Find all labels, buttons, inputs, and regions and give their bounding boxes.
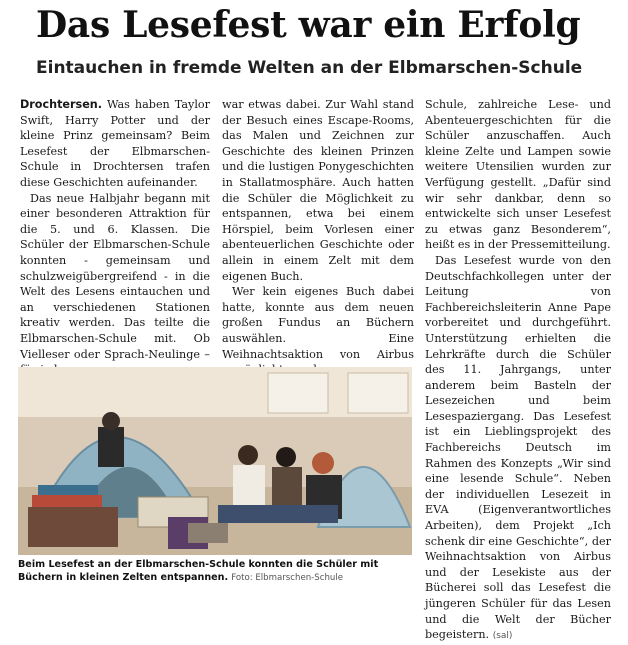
article-photo xyxy=(18,367,412,555)
dateline: Drochtersen. xyxy=(20,98,102,111)
subheadline: Eintauchen in fremde Welten an der Elbmarschen-Schule xyxy=(36,58,583,78)
paragraph-text: Das Lesefest wurde von den Deutschfachkollegen unter der Leitung von Fachbereichsleiterin Anne Pape vorbereitet und durchgeführt. Unterstützung erhielten die Lehrkräfte durch die Schüler des 11. Jahrgangs, unter anderem beim Basteln der Lesezeichen und beim Lesespaziergang. Das Lesefest ist ein Lieblingsprojekt des Fachbereichs Deutsch im Rahmen des Konzepts „Wir sind eine lesende Schule“. Neben der individuellen Lesezeit in EVA (Eigenverantwortliches Arbeiten), dem Projekt „Ich schenk dir eine Geschichte“, der Weihnachtsaktion von Airbus und der Lesekiste aus der Bücherei soll das Lesefest die jüngeren Schüler für das Lesen und die Welt der Bücher begeistern. xyxy=(425,253,611,642)
article-column-1 xyxy=(20,97,210,378)
paragraph: war etwas dabei. Zur Wahl stand der Besuch eines Escape-Rooms, das Malen und Zeichnen zur Geschichte des kleinen Prinzen und die lustigen Ponygeschichten in Stallatmosphäre. Auch hatten die Schüler die Möglichkeit zu entspannen, etwa bei einem Hörspiel, beim Vorlesen einer abenteuerlichen Geschichte oder allein in einem Zelt mit dem eigenen Buch. xyxy=(222,98,414,283)
author-signature: (sal) xyxy=(492,631,513,642)
photo-illustration xyxy=(18,367,412,555)
article-column-2 xyxy=(222,97,414,378)
photo-caption xyxy=(18,558,412,585)
paragraph-text: Was haben Taylor Swift, Harry Potter und der kleine Prinz gemeinsam? Beim Lesefest der Elbmarschen-Schule in Drochtersen trafen diese Geschichten aufeinander. xyxy=(20,98,210,189)
photo-credit: Foto: Elbmarschen-Schule xyxy=(231,573,344,583)
paragraph: Schule, zahlreiche Lese- und Abenteuergeschichten für die Schüler anzuschaffen. Auch kleine Zelte und Lampen sowie weitere Utensilien wurden zur Verfügung gestellt. „Dafür sind wir sehr dankbar, denn so entwickelte sich unser Lesefest zu etwas ganz Besonderem“, heißt es in der Pressemitteilung. xyxy=(425,98,611,252)
paragraph xyxy=(425,253,611,645)
paragraph: Das neue Halbjahr begann mit einer besonderen Attraktion für die 5. und 6. Klassen. Die Schüler der Elbmarschen-Schule konnten - gemeinsam und schulzweigübergreifend - in die Welt des Lesens eintauchen und an verschiedenen Stationen kreativ werden. Das teilte die Elbmarschen-Schule mit. Ob Vielleser oder Sprach-Neulinge – xyxy=(20,191,210,361)
paragraph xyxy=(20,97,210,191)
headline: Das Lesefest war ein Erfolg xyxy=(36,4,581,46)
caption-text: Beim Lesefest an der Elbmarschen-Schule konnten die Schüler mit Büchern in kleinen Zelten entspannen. xyxy=(18,559,379,583)
paragraph: Wer kein eigenes Buch dabei hatte, konnte aus dem neuen großen Fundus an Büchern auswählen. Eine Weihnachtsaktion von Airbus xyxy=(222,285,414,361)
article-column-3 xyxy=(425,97,611,645)
